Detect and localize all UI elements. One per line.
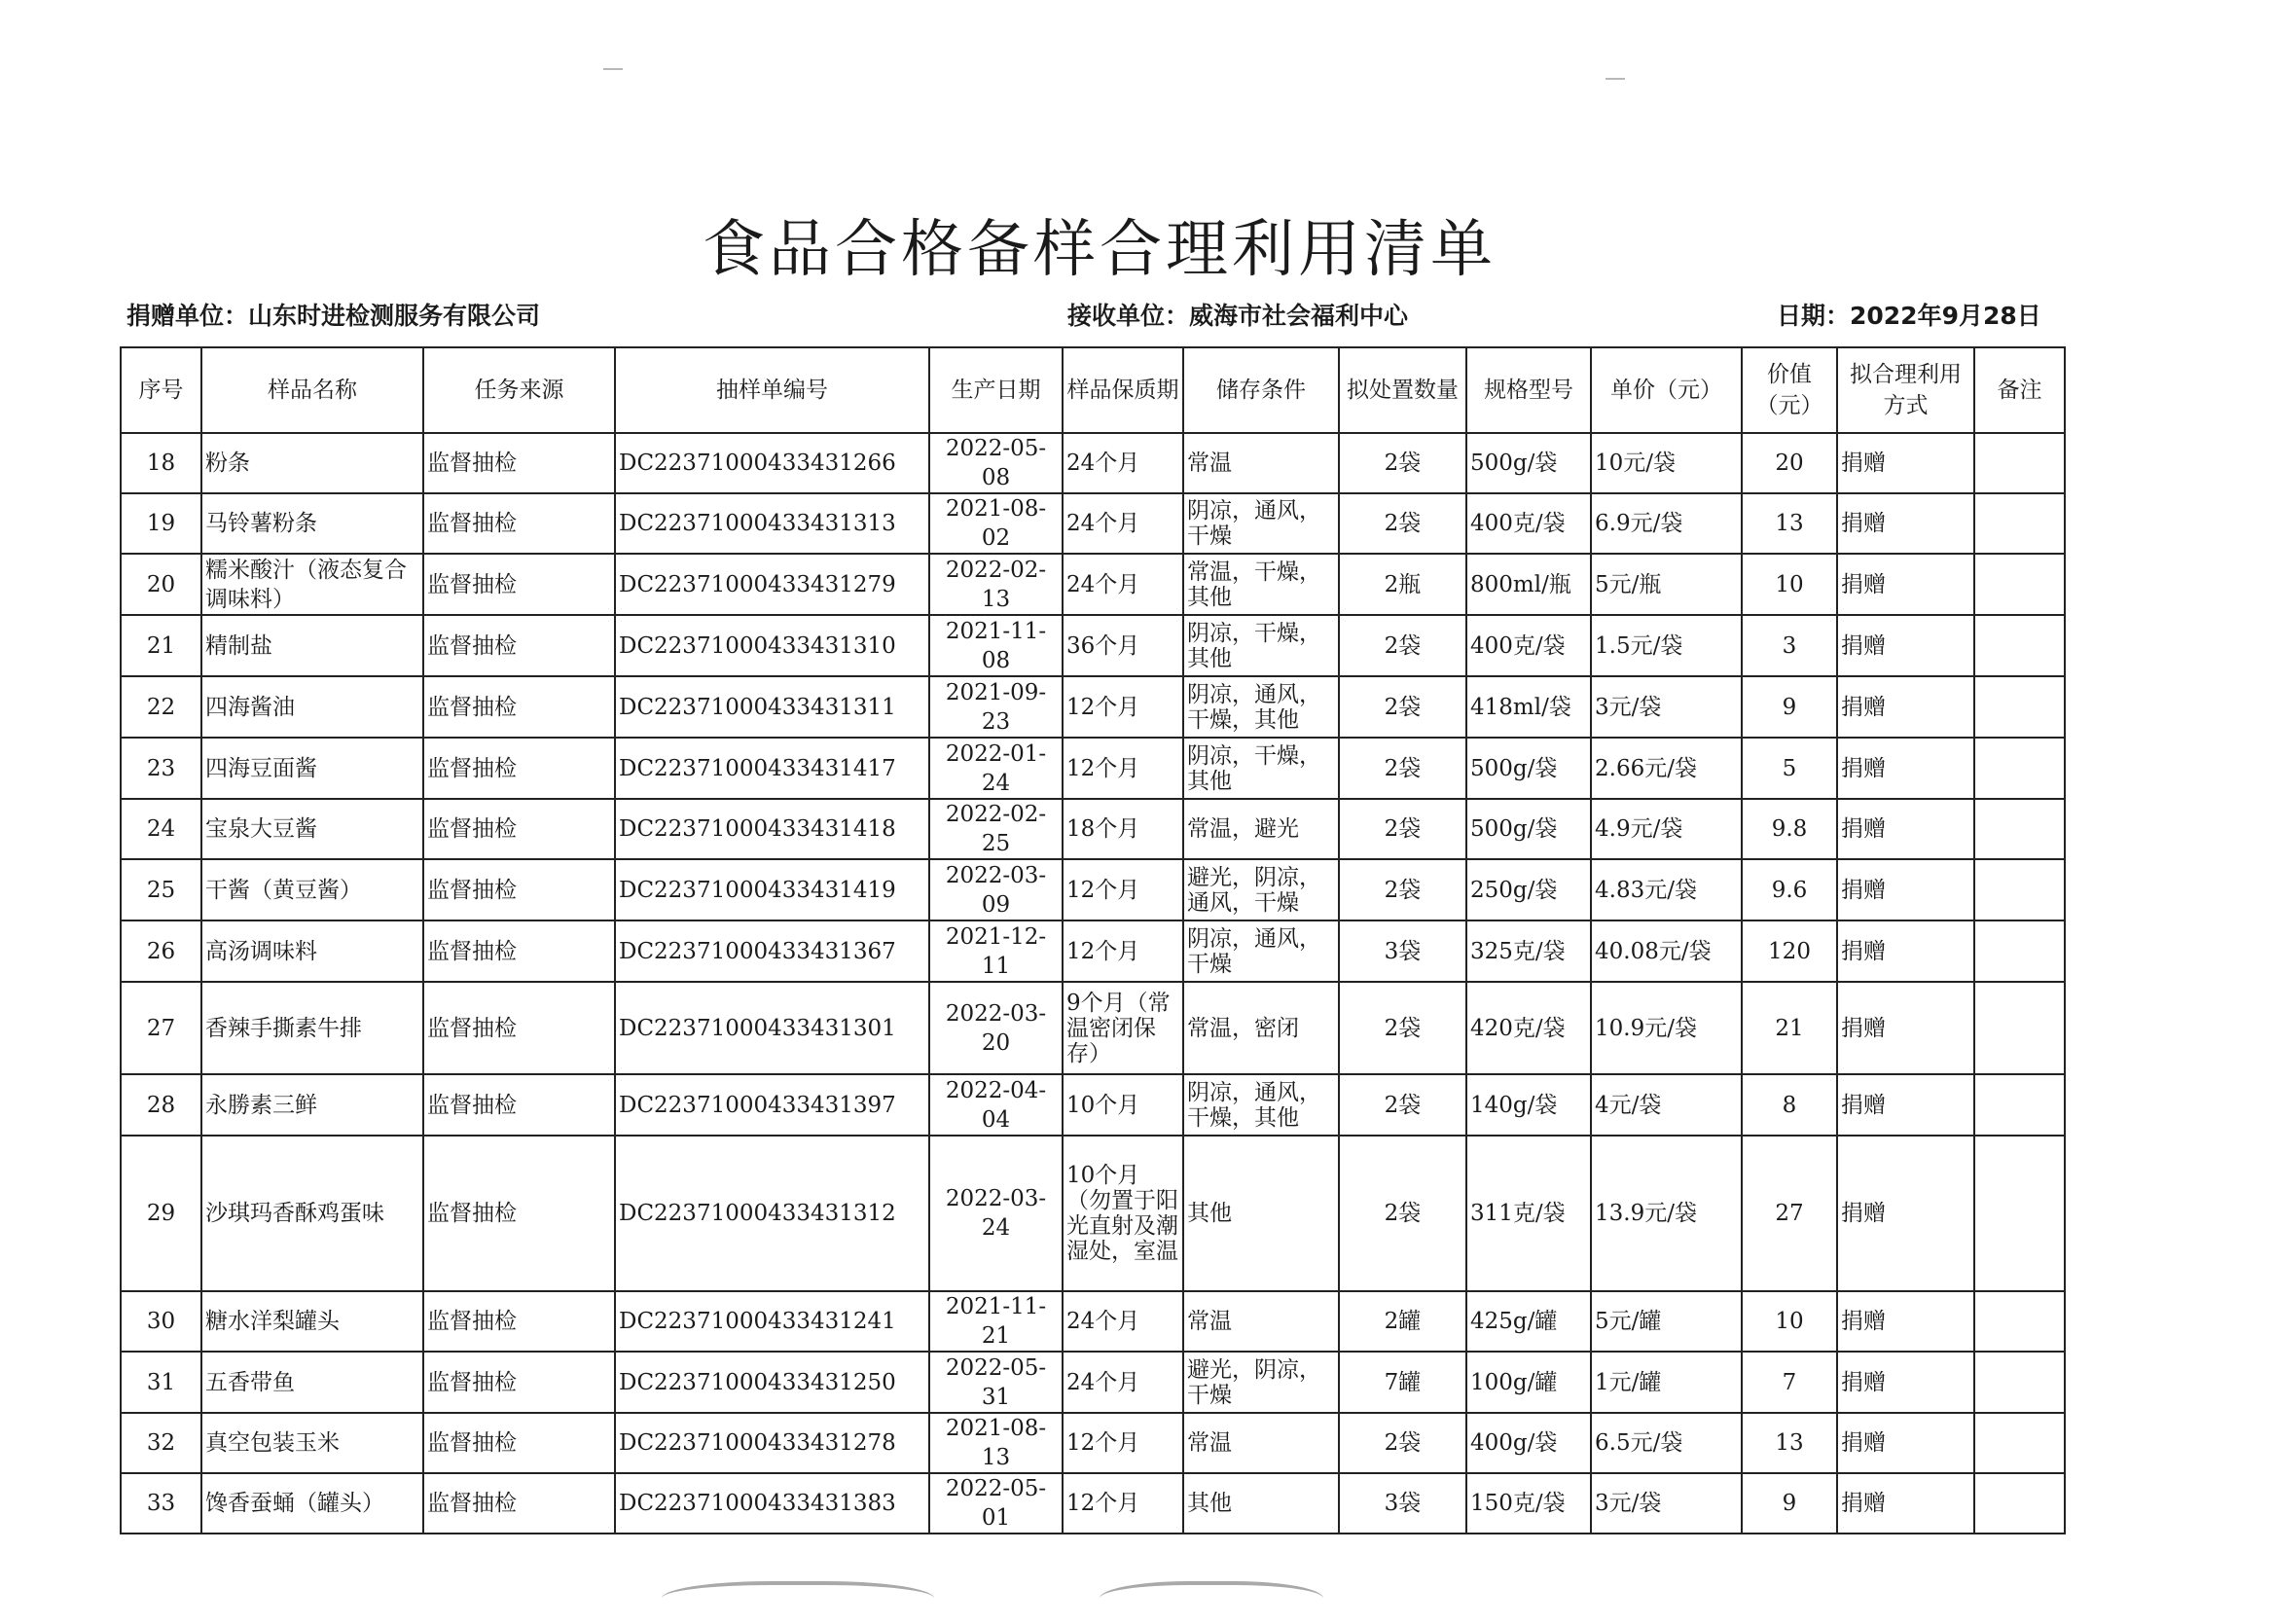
cell-cond: 阴凉，通风，干燥 [1183, 493, 1339, 554]
cell-source: 监督抽检 [423, 1352, 615, 1413]
cell-note [1974, 1473, 2065, 1534]
cell-qty: 3袋 [1339, 1473, 1466, 1534]
cell-spec: 500g/袋 [1466, 799, 1591, 859]
cell-value: 5 [1742, 738, 1837, 799]
cell-code: DC22371000433431419 [615, 859, 929, 920]
cell-name: 糯米酸汁（液态复合调味料） [201, 554, 423, 615]
header-cell-shelf: 样品保质期 [1063, 347, 1183, 433]
cell-price: 10.9元/袋 [1591, 982, 1742, 1074]
cell-date: 2022-03-24 [929, 1136, 1063, 1291]
cell-value: 7 [1742, 1352, 1837, 1413]
cell-shelf: 10个月 [1063, 1074, 1183, 1136]
header-cell-code: 抽样单编号 [615, 347, 929, 433]
header-cell-qty: 拟处置数量 [1339, 347, 1466, 433]
cell-spec: 500g/袋 [1466, 433, 1591, 493]
cell-name: 香辣手撕素牛排 [201, 982, 423, 1074]
cell-source: 监督抽检 [423, 1413, 615, 1473]
cell-source: 监督抽检 [423, 676, 615, 738]
cell-qty: 2袋 [1339, 1413, 1466, 1473]
cell-cond: 避光，阴凉，干燥 [1183, 1352, 1339, 1413]
cell-value: 3 [1742, 615, 1837, 676]
receiver-unit: 接收单位：威海市社会福利中心 [1067, 302, 1409, 330]
cell-no: 26 [121, 920, 201, 982]
cell-shelf: 12个月 [1063, 738, 1183, 799]
cell-cond: 常温 [1183, 1291, 1339, 1352]
cell-note [1974, 982, 2065, 1074]
cell-price: 5元/瓶 [1591, 554, 1742, 615]
cell-shelf: 12个月 [1063, 676, 1183, 738]
cell-spec: 250g/袋 [1466, 859, 1591, 920]
cell-no: 22 [121, 676, 201, 738]
table-row [121, 1352, 2065, 1413]
page-title: 食品合格备样合理利用清单 [703, 214, 1497, 286]
cell-qty: 2袋 [1339, 738, 1466, 799]
cell-spec: 418ml/袋 [1466, 676, 1591, 738]
cell-shelf: 12个月 [1063, 1473, 1183, 1534]
cell-source: 监督抽检 [423, 982, 615, 1074]
cell-value: 27 [1742, 1136, 1837, 1291]
cell-cond: 阴凉，通风，干燥，其他 [1183, 676, 1339, 738]
sample-table [120, 346, 2066, 1534]
cell-qty: 2袋 [1339, 1136, 1466, 1291]
table-row [121, 738, 2065, 799]
cell-date: 2021-08-02 [929, 493, 1063, 554]
cell-no: 20 [121, 554, 201, 615]
cell-no: 23 [121, 738, 201, 799]
cell-value: 9 [1742, 676, 1837, 738]
cell-shelf: 36个月 [1063, 615, 1183, 676]
cell-cond: 常温 [1183, 1413, 1339, 1473]
table-header-row [121, 347, 2065, 433]
cell-date: 2022-03-20 [929, 982, 1063, 1074]
cell-source: 监督抽检 [423, 859, 615, 920]
cell-date: 2022-02-25 [929, 799, 1063, 859]
cell-date: 2022-05-08 [929, 433, 1063, 493]
stamp-fragment [662, 1581, 934, 1624]
cell-method: 捐赠 [1837, 799, 1974, 859]
cell-code: DC22371000433431313 [615, 493, 929, 554]
cell-source: 监督抽检 [423, 1291, 615, 1352]
cell-value: 13 [1742, 1413, 1837, 1473]
cell-spec: 100g/罐 [1466, 1352, 1591, 1413]
cell-price: 4元/袋 [1591, 1074, 1742, 1136]
header-cell-source: 任务来源 [423, 347, 615, 433]
cell-name: 精制盐 [201, 615, 423, 676]
cell-spec: 325克/袋 [1466, 920, 1591, 982]
cell-price: 3元/袋 [1591, 1473, 1742, 1534]
cell-code: DC22371000433431367 [615, 920, 929, 982]
cell-qty: 2袋 [1339, 493, 1466, 554]
cell-qty: 2罐 [1339, 1291, 1466, 1352]
table-row [121, 859, 2065, 920]
cell-date: 2021-09-23 [929, 676, 1063, 738]
cell-note [1974, 1136, 2065, 1291]
cell-note [1974, 615, 2065, 676]
table-row [121, 1074, 2065, 1136]
cell-price: 10元/袋 [1591, 433, 1742, 493]
cell-qty: 2袋 [1339, 799, 1466, 859]
cell-cond: 阴凉，干燥，其他 [1183, 615, 1339, 676]
cell-method: 捐赠 [1837, 676, 1974, 738]
cell-date: 2021-08-13 [929, 1413, 1063, 1473]
cell-name: 粉条 [201, 433, 423, 493]
cell-code: DC22371000433431279 [615, 554, 929, 615]
cell-name: 糖水洋梨罐头 [201, 1291, 423, 1352]
cell-code: DC22371000433431278 [615, 1413, 929, 1473]
cell-cond: 阴凉，干燥，其他 [1183, 738, 1339, 799]
header-cell-spec: 规格型号 [1466, 347, 1591, 433]
cell-spec: 420克/袋 [1466, 982, 1591, 1074]
cell-no: 28 [121, 1074, 201, 1136]
cell-no: 27 [121, 982, 201, 1074]
cell-method: 捐赠 [1837, 1291, 1974, 1352]
cell-shelf: 24个月 [1063, 493, 1183, 554]
cell-no: 29 [121, 1136, 201, 1291]
cell-no: 30 [121, 1291, 201, 1352]
cell-note [1974, 1291, 2065, 1352]
cell-shelf: 12个月 [1063, 920, 1183, 982]
cell-no: 32 [121, 1413, 201, 1473]
table-row [121, 982, 2065, 1074]
cell-value: 10 [1742, 1291, 1837, 1352]
table-row [121, 799, 2065, 859]
cell-date: 2022-05-01 [929, 1473, 1063, 1534]
header-cell-price: 单价（元） [1591, 347, 1742, 433]
header-cell-cond: 储存条件 [1183, 347, 1339, 433]
header-cell-note: 备注 [1974, 347, 2065, 433]
table-row [121, 554, 2065, 615]
cell-source: 监督抽检 [423, 738, 615, 799]
cell-source: 监督抽检 [423, 1473, 615, 1534]
cell-qty: 2袋 [1339, 676, 1466, 738]
cell-spec: 311克/袋 [1466, 1136, 1591, 1291]
scan-mark [603, 68, 623, 80]
cell-source: 监督抽检 [423, 493, 615, 554]
cell-name: 四海豆面酱 [201, 738, 423, 799]
cell-source: 监督抽检 [423, 1074, 615, 1136]
cell-spec: 140g/袋 [1466, 1074, 1591, 1136]
table-row [121, 920, 2065, 982]
stamp-fragment [1100, 1581, 1323, 1624]
cell-qty: 2袋 [1339, 615, 1466, 676]
cell-value: 20 [1742, 433, 1837, 493]
cell-price: 4.83元/袋 [1591, 859, 1742, 920]
header-cell-date: 生产日期 [929, 347, 1063, 433]
cell-value: 120 [1742, 920, 1837, 982]
cell-shelf: 10个月（勿置于阳光直射及潮湿处，室温 [1063, 1136, 1183, 1291]
cell-shelf: 24个月 [1063, 433, 1183, 493]
cell-cond: 阴凉，通风，干燥，其他 [1183, 1074, 1339, 1136]
scan-mark [1606, 78, 1625, 90]
cell-cond: 避光，阴凉，通风，干燥 [1183, 859, 1339, 920]
cell-price: 5元/罐 [1591, 1291, 1742, 1352]
cell-no: 25 [121, 859, 201, 920]
cell-cond: 常温，避光 [1183, 799, 1339, 859]
cell-spec: 400克/袋 [1466, 493, 1591, 554]
cell-method: 捐赠 [1837, 1352, 1974, 1413]
header-cell-method: 拟合理利用方式 [1837, 347, 1974, 433]
cell-qty: 2袋 [1339, 433, 1466, 493]
cell-spec: 400g/袋 [1466, 1413, 1591, 1473]
cell-note [1974, 493, 2065, 554]
cell-price: 40.08元/袋 [1591, 920, 1742, 982]
cell-price: 4.9元/袋 [1591, 799, 1742, 859]
table-row [121, 1136, 2065, 1291]
cell-value: 9.8 [1742, 799, 1837, 859]
cell-code: DC22371000433431311 [615, 676, 929, 738]
cell-date: 2022-01-24 [929, 738, 1063, 799]
table-row [121, 1473, 2065, 1534]
cell-method: 捐赠 [1837, 920, 1974, 982]
cell-method: 捐赠 [1837, 859, 1974, 920]
cell-spec: 800ml/瓶 [1466, 554, 1591, 615]
cell-cond: 常温，干燥，其他 [1183, 554, 1339, 615]
cell-spec: 425g/罐 [1466, 1291, 1591, 1352]
cell-name: 干酱（黄豆酱） [201, 859, 423, 920]
cell-value: 21 [1742, 982, 1837, 1074]
cell-price: 13.9元/袋 [1591, 1136, 1742, 1291]
cell-code: DC22371000433431383 [615, 1473, 929, 1534]
cell-method: 捐赠 [1837, 1136, 1974, 1291]
cell-shelf: 12个月 [1063, 1413, 1183, 1473]
cell-code: DC22371000433431250 [615, 1352, 929, 1413]
cell-source: 监督抽检 [423, 615, 615, 676]
cell-method: 捐赠 [1837, 493, 1974, 554]
cell-source: 监督抽检 [423, 1136, 615, 1291]
cell-name: 沙琪玛香酥鸡蛋味 [201, 1136, 423, 1291]
cell-cond: 其他 [1183, 1136, 1339, 1291]
header-cell-no: 序号 [121, 347, 201, 433]
cell-code: DC22371000433431241 [615, 1291, 929, 1352]
cell-qty: 2瓶 [1339, 554, 1466, 615]
cell-spec: 150克/袋 [1466, 1473, 1591, 1534]
cell-cond: 其他 [1183, 1473, 1339, 1534]
table-row [121, 1413, 2065, 1473]
cell-price: 3元/袋 [1591, 676, 1742, 738]
cell-source: 监督抽检 [423, 920, 615, 982]
cell-source: 监督抽检 [423, 433, 615, 493]
cell-shelf: 12个月 [1063, 859, 1183, 920]
cell-value: 13 [1742, 493, 1837, 554]
cell-code: DC22371000433431266 [615, 433, 929, 493]
cell-code: DC22371000433431312 [615, 1136, 929, 1291]
cell-name: 四海酱油 [201, 676, 423, 738]
cell-code: DC22371000433431310 [615, 615, 929, 676]
cell-name: 永勝素三鲜 [201, 1074, 423, 1136]
cell-no: 31 [121, 1352, 201, 1413]
table-row [121, 493, 2065, 554]
cell-price: 6.5元/袋 [1591, 1413, 1742, 1473]
cell-code: DC22371000433431397 [615, 1074, 929, 1136]
cell-note [1974, 1074, 2065, 1136]
document-date: 日期：2022年9月28日 [1777, 302, 2041, 330]
cell-price: 6.9元/袋 [1591, 493, 1742, 554]
cell-qty: 2袋 [1339, 982, 1466, 1074]
cell-note [1974, 1352, 2065, 1413]
cell-shelf: 24个月 [1063, 1352, 1183, 1413]
cell-date: 2021-11-08 [929, 615, 1063, 676]
table-row [121, 433, 2065, 493]
cell-cond: 阴凉，通风，干燥 [1183, 920, 1339, 982]
cell-method: 捐赠 [1837, 554, 1974, 615]
cell-value: 10 [1742, 554, 1837, 615]
header-cell-value: 价值（元） [1742, 347, 1837, 433]
table-row [121, 615, 2065, 676]
cell-note [1974, 920, 2065, 982]
cell-note [1974, 859, 2065, 920]
cell-spec: 400克/袋 [1466, 615, 1591, 676]
cell-name: 馋香蚕蛹（罐头） [201, 1473, 423, 1534]
cell-spec: 500g/袋 [1466, 738, 1591, 799]
cell-method: 捐赠 [1837, 433, 1974, 493]
header-cell-name: 样品名称 [201, 347, 423, 433]
cell-method: 捐赠 [1837, 982, 1974, 1074]
cell-name: 真空包装玉米 [201, 1413, 423, 1473]
table-body [121, 433, 2065, 1534]
cell-no: 33 [121, 1473, 201, 1534]
cell-method: 捐赠 [1837, 738, 1974, 799]
cell-no: 18 [121, 433, 201, 493]
cell-name: 马铃薯粉条 [201, 493, 423, 554]
table-row [121, 676, 2065, 738]
cell-name: 宝泉大豆酱 [201, 799, 423, 859]
cell-date: 2022-05-31 [929, 1352, 1063, 1413]
cell-name: 高汤调味料 [201, 920, 423, 982]
cell-value: 9.6 [1742, 859, 1837, 920]
cell-no: 24 [121, 799, 201, 859]
cell-date: 2022-04-04 [929, 1074, 1063, 1136]
cell-qty: 7罐 [1339, 1352, 1466, 1413]
cell-shelf: 24个月 [1063, 554, 1183, 615]
cell-date: 2022-02-13 [929, 554, 1063, 615]
cell-qty: 2袋 [1339, 1074, 1466, 1136]
cell-note [1974, 554, 2065, 615]
cell-source: 监督抽检 [423, 799, 615, 859]
cell-code: DC22371000433431417 [615, 738, 929, 799]
cell-name: 五香带鱼 [201, 1352, 423, 1413]
cell-method: 捐赠 [1837, 615, 1974, 676]
cell-note [1974, 1413, 2065, 1473]
cell-shelf: 18个月 [1063, 799, 1183, 859]
cell-value: 8 [1742, 1074, 1837, 1136]
cell-no: 21 [121, 615, 201, 676]
cell-date: 2021-11-21 [929, 1291, 1063, 1352]
cell-note [1974, 676, 2065, 738]
cell-no: 19 [121, 493, 201, 554]
cell-note [1974, 799, 2065, 859]
cell-code: DC22371000433431301 [615, 982, 929, 1074]
cell-date: 2022-03-09 [929, 859, 1063, 920]
cell-method: 捐赠 [1837, 1413, 1974, 1473]
cell-qty: 3袋 [1339, 920, 1466, 982]
cell-shelf: 9个月（常温密闭保存） [1063, 982, 1183, 1074]
cell-note [1974, 738, 2065, 799]
cell-method: 捐赠 [1837, 1473, 1974, 1534]
cell-note [1974, 433, 2065, 493]
cell-method: 捐赠 [1837, 1074, 1974, 1136]
cell-shelf: 24个月 [1063, 1291, 1183, 1352]
cell-code: DC22371000433431418 [615, 799, 929, 859]
donor-unit: 捐赠单位：山东时进检测服务有限公司 [126, 302, 541, 330]
cell-value: 9 [1742, 1473, 1837, 1534]
cell-qty: 2袋 [1339, 859, 1466, 920]
cell-date: 2021-12-11 [929, 920, 1063, 982]
table-row [121, 1291, 2065, 1352]
cell-price: 1元/罐 [1591, 1352, 1742, 1413]
cell-price: 1.5元/袋 [1591, 615, 1742, 676]
cell-cond: 常温，密闭 [1183, 982, 1339, 1074]
cell-cond: 常温 [1183, 433, 1339, 493]
cell-price: 2.66元/袋 [1591, 738, 1742, 799]
cell-source: 监督抽检 [423, 554, 615, 615]
